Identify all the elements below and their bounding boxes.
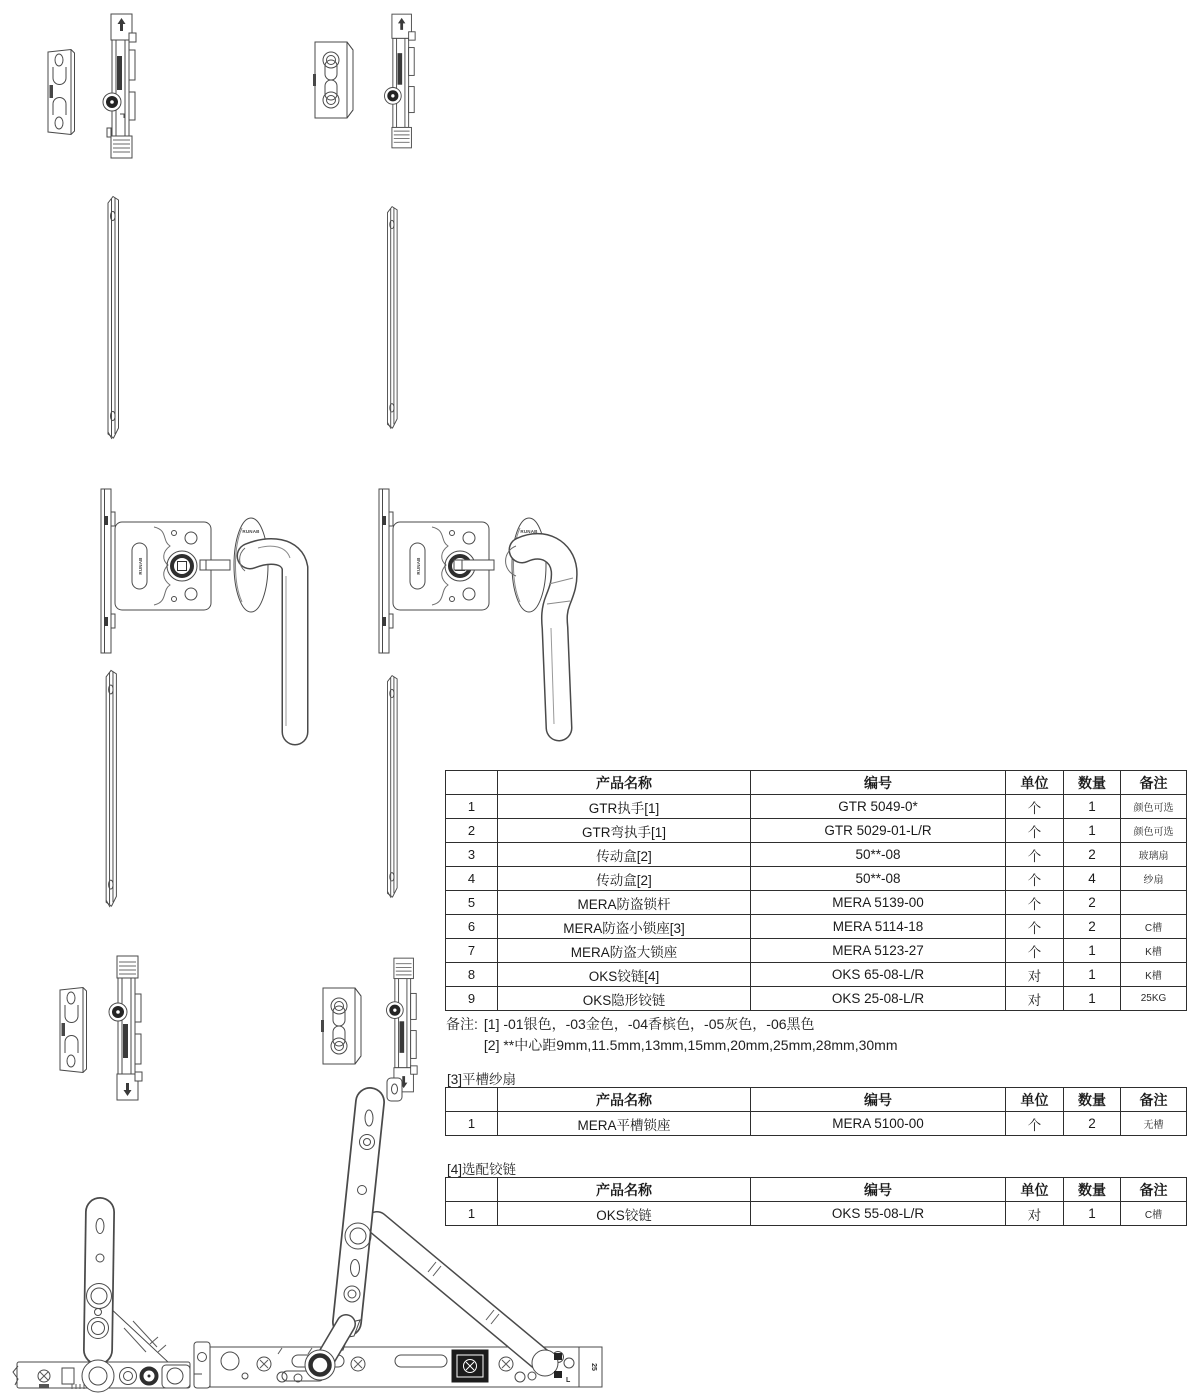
column-header	[446, 1088, 498, 1112]
table-cell: 传动盒[2]	[498, 843, 751, 867]
table-cell: 50**-08	[751, 843, 1006, 867]
table-cell: 1	[1064, 963, 1121, 987]
table-cell: 2	[1064, 843, 1121, 867]
table-cell: GTR执手[1]	[498, 795, 751, 819]
table-cell: GTR弯执手[1]	[498, 819, 751, 843]
column-header	[446, 1178, 498, 1202]
table-cell: MERA 5100-00	[751, 1112, 1006, 1136]
table-cell: 25KG	[1121, 987, 1187, 1011]
table-cell: 7	[446, 939, 498, 963]
table-cell: 9	[446, 987, 498, 1011]
brand-logo: RUNAB	[138, 557, 143, 575]
table-cell: 6	[446, 915, 498, 939]
note-line: [1] -01银色，-03金色，-04香槟色，-05灰色，-06黑色	[483, 1016, 815, 1032]
table-cell: 对	[1006, 1202, 1064, 1226]
column-header: 单位	[1006, 1088, 1064, 1112]
table-cell: 玻璃扇	[1121, 843, 1187, 867]
table-row	[446, 891, 1187, 915]
table-cell: 1	[1064, 819, 1121, 843]
table-row	[446, 987, 1187, 1011]
table-row	[446, 1112, 1187, 1136]
table-cell: 1	[1064, 987, 1121, 1011]
lock-bar-drawing	[102, 952, 158, 1104]
table-cell: MERA防盗锁杆	[498, 891, 751, 915]
screen-panel-table	[445, 1087, 1187, 1136]
table-cell: 4	[1064, 867, 1121, 891]
header-row	[446, 1088, 1187, 1112]
table-row	[446, 1202, 1187, 1226]
table-row	[446, 939, 1187, 963]
header-row	[446, 771, 1187, 795]
column-header: 编号	[751, 1088, 1006, 1112]
table-row	[446, 963, 1187, 987]
table-cell: OKS铰链	[498, 1202, 751, 1226]
table-cell: GTR 5049-0*	[751, 795, 1006, 819]
column-header: 数量	[1064, 1178, 1121, 1202]
left-mark: L	[566, 1377, 571, 1384]
table-cell: 对	[1006, 987, 1064, 1011]
column-header: 产品名称	[498, 771, 751, 795]
lock-rod-strip-drawing	[382, 668, 404, 906]
table-cell: OKS 25-08-L/R	[751, 987, 1006, 1011]
table-cell: 1	[446, 795, 498, 819]
table-cell: 1	[446, 1202, 498, 1226]
table-cell: 个	[1006, 939, 1064, 963]
table-cell: K槽	[1121, 939, 1187, 963]
table-cell: 2	[1064, 891, 1121, 915]
keeper-plate-drawing	[44, 48, 80, 136]
optional-hinge-table	[445, 1177, 1187, 1226]
table-cell: OKS 55-08-L/R	[751, 1202, 1006, 1226]
table-cell: OKS铰链[4]	[498, 963, 751, 987]
table-cell: 个	[1006, 915, 1064, 939]
table-cell: C槽	[1121, 915, 1187, 939]
table-cell: OKS隐形铰链	[498, 987, 751, 1011]
table-cell: 1	[1064, 939, 1121, 963]
table-cell: 个	[1006, 795, 1064, 819]
table-cell: 颜色可选	[1121, 819, 1187, 843]
column-header: 数量	[1064, 771, 1121, 795]
brand-logo: RUNAB	[242, 529, 260, 534]
table-cell: MERA 5123-27	[751, 939, 1006, 963]
table-cell: 个	[1006, 867, 1064, 891]
table-cell: 对	[1006, 963, 1064, 987]
notes-label: 备注:	[446, 1016, 478, 1032]
table-cell: 1	[1064, 795, 1121, 819]
size-mark: 25	[590, 1363, 597, 1371]
table-cell: 1	[446, 1112, 498, 1136]
table-cell: C槽	[1121, 1202, 1187, 1226]
table-cell: MERA防盗大锁座	[498, 939, 751, 963]
column-header: 编号	[751, 1178, 1006, 1202]
keeper-plate-drawing	[56, 986, 92, 1074]
table-row	[446, 819, 1187, 843]
table-cell	[1121, 891, 1187, 915]
column-header: 编号	[751, 771, 1006, 795]
table-cell: 纱扇	[1121, 867, 1187, 891]
friction-stay-closed-drawing	[12, 1186, 204, 1398]
table-row	[446, 843, 1187, 867]
table-cell: 4	[446, 867, 498, 891]
column-header: 数量	[1064, 1088, 1121, 1112]
handle-drawing	[198, 508, 318, 752]
table-cell: 1	[1064, 1202, 1121, 1226]
header-row	[446, 1178, 1187, 1202]
table-cell: 2	[1064, 1112, 1121, 1136]
table-cell: GTR 5029-01-L/R	[751, 819, 1006, 843]
lock-bar-drawing	[96, 10, 152, 162]
table-cell: 无槽	[1121, 1112, 1187, 1136]
table-cell: MERA平槽锁座	[498, 1112, 751, 1136]
column-header: 备注	[1121, 1088, 1187, 1112]
column-header	[446, 771, 498, 795]
keeper-plate-iso-drawing	[320, 984, 364, 1068]
column-header: 单位	[1006, 771, 1064, 795]
table-cell: 50**-08	[751, 867, 1006, 891]
table-cell: MERA 5139-00	[751, 891, 1006, 915]
table-cell: MERA 5114-18	[751, 915, 1006, 939]
table-cell: 8	[446, 963, 498, 987]
notes-block	[446, 1014, 898, 1056]
table-cell: 个	[1006, 891, 1064, 915]
table-cell: 个	[1006, 1112, 1064, 1136]
brand-logo: RUNAB	[520, 529, 538, 534]
table-cell: MERA防盗小锁座[3]	[498, 915, 751, 939]
table-cell: 2	[1064, 915, 1121, 939]
table-cell: 颜色可选	[1121, 795, 1187, 819]
table-cell: 个	[1006, 819, 1064, 843]
lock-rod-strip-drawing	[100, 668, 124, 910]
lock-rod-strip-drawing	[102, 194, 126, 442]
table-cell: 个	[1006, 843, 1064, 867]
table-row	[446, 867, 1187, 891]
table-cell: 传动盒[2]	[498, 867, 751, 891]
brand-logo: RUNAB	[416, 557, 421, 575]
table-cell: 2	[446, 819, 498, 843]
keeper-plate-iso-drawing	[312, 38, 356, 122]
column-header: 产品名称	[498, 1178, 751, 1202]
hinge-section-title: [4]选配铰链	[447, 1162, 517, 1177]
column-header: 单位	[1006, 1178, 1064, 1202]
parts-table	[445, 770, 1187, 1011]
screen-section-title: [3]平槽纱扇	[447, 1072, 517, 1087]
note-line: [2] **中心距9mm,11.5mm,13mm,15mm,20mm,25mm,28mm,30mm	[483, 1037, 898, 1053]
lock-rod-strip-drawing	[382, 194, 404, 442]
lock-bar-drawing	[378, 6, 430, 156]
column-header: 产品名称	[498, 1088, 751, 1112]
table-row	[446, 795, 1187, 819]
column-header: 备注	[1121, 1178, 1187, 1202]
table-cell: 3	[446, 843, 498, 867]
column-header: 备注	[1121, 771, 1187, 795]
table-cell: 5	[446, 891, 498, 915]
table-cell: K槽	[1121, 963, 1187, 987]
table-row	[446, 915, 1187, 939]
bent-handle-drawing	[452, 508, 584, 752]
table-cell: OKS 65-08-L/R	[751, 963, 1006, 987]
